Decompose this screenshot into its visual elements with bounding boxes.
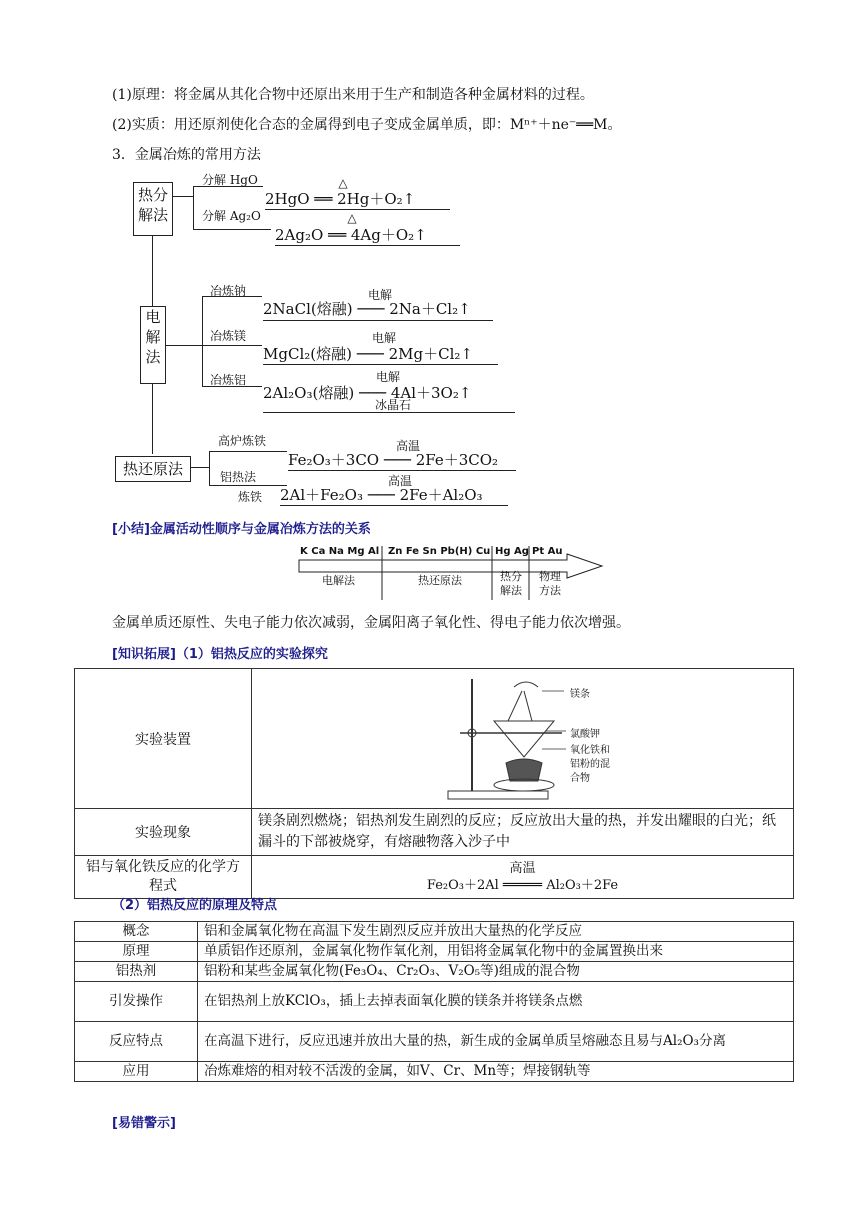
reaction-condition: 冰晶石 <box>374 398 411 412</box>
method-electrolysis <box>140 306 166 384</box>
reaction-label: 冶炼镁 <box>210 329 247 343</box>
method-name: 物理方法 <box>539 570 561 597</box>
metal-group: K Ca Na Mg Al <box>300 546 380 557</box>
table-cell-label: 铝与氧化铁反应的化学方程式 <box>75 856 252 899</box>
method-label: 法 <box>145 348 161 366</box>
table-row <box>75 1062 794 1082</box>
connector <box>152 384 153 454</box>
apparatus-cell <box>252 669 794 809</box>
reaction-condition: 电解 <box>367 288 392 302</box>
experiment-table <box>74 668 794 899</box>
table-cell-label: 引发操作 <box>75 982 198 1022</box>
table-row <box>75 922 794 942</box>
reaction-equation: 2NaCl(熔融) ─── 2Na＋Cl₂↑ <box>263 300 471 318</box>
section-heading-methods: 3．金属冶炼的常用方法 <box>112 147 261 163</box>
table-cell-text: 在高温下进行，反应迅速并放出大量的热，新生成的金属单质呈熔融态且易与Al₂O₃分离 <box>198 1022 794 1062</box>
reaction-condition: △ <box>338 176 348 190</box>
method-thermal-reduction: 热还原法 <box>115 456 191 482</box>
table-cell-label: 反应特点 <box>75 1022 198 1062</box>
metal-group: Zn Fe Sn Pb(H) Cu <box>388 546 491 557</box>
table-row <box>75 982 794 1022</box>
reaction-label: 冶炼钠 <box>210 284 247 298</box>
table-row <box>75 809 794 856</box>
equation-condition: 高温 <box>509 861 536 876</box>
table-row <box>75 962 794 982</box>
reaction-label: 分解 HgO <box>202 173 258 187</box>
reaction-condition: 电解 <box>371 331 396 345</box>
metal-group: Hg Ag <box>495 546 529 557</box>
reaction-label: 铝热法 <box>220 470 257 484</box>
reaction-equation: 2Al₂O₃(熔融) ─── 4Al＋3O₂↑ <box>263 384 472 402</box>
apparatus-label: 氯酸钾 <box>570 729 600 740</box>
equation-text: Fe₂O₃＋2Al ═════ Al₂O₃＋2Fe <box>426 878 619 893</box>
table-cell-text: 冶炼难熔的相对较不活泼的金属，如V、Cr、Mn等；焊接钢轨等 <box>198 1062 794 1082</box>
table-cell-label: 应用 <box>75 1062 198 1082</box>
method-name: 热还原法 <box>418 574 462 587</box>
reaction-condition: △ <box>347 211 357 225</box>
table-cell-label: 原理 <box>75 942 198 962</box>
method-thermal-decomposition <box>133 182 173 236</box>
reaction-condition: 高温 <box>387 474 412 488</box>
method-name: 热分解法 <box>500 570 522 597</box>
table-cell-label: 实验装置 <box>75 669 252 809</box>
essence-paragraph: (2)实质：用还原剂使化合态的金属得到电子变成金属单质，即：Mⁿ⁺＋ne⁻══M。 <box>112 117 622 133</box>
summary-heading: [小结]金属活动性顺序与金属冶炼方法的关系 <box>112 522 371 537</box>
extension-heading: [知识拓展]（1）铝热反应的实验探究 <box>112 647 328 662</box>
table-row <box>75 942 794 962</box>
reaction-equation: 2Ag₂O ══ 4Ag＋O₂↑ <box>275 226 427 244</box>
reaction-label: 炼铁 <box>238 490 263 504</box>
principle-table <box>74 921 794 1082</box>
reaction-label: 冶炼铝 <box>210 373 247 387</box>
table-cell-text: 在铝热剂上放KClO₃，插上去掉表面氧化膜的镁条并将镁条点燃 <box>198 982 794 1022</box>
table-cell-label: 实验现象 <box>75 809 252 856</box>
reaction-equation: MgCl₂(熔融) ─── 2Mg＋Cl₂↑ <box>263 345 473 363</box>
apparatus-label: 合物 <box>570 773 590 784</box>
method-name: 电解法 <box>322 574 355 587</box>
table-cell-text: 镁条剧烈燃烧；铝热剂发生剧烈的反应；反应放出大量的热，并发出耀眼的白光；纸漏斗的下部被烧穿，有熔融物落入沙子中 <box>252 809 794 856</box>
reaction-label: 分解 Ag₂O <box>202 209 261 223</box>
reaction-condition: 高温 <box>395 439 420 453</box>
table-cell-label: 概念 <box>75 922 198 942</box>
table-cell-text: 铝粉和某些金属氧化物(Fe₃O₄、Cr₂O₃、V₂O₅等)组成的混合物 <box>198 962 794 982</box>
table-cell-text: 铝和金属氧化物在高温下发生剧烈反应并放出大量热的化学反应 <box>198 922 794 942</box>
table-row <box>75 1022 794 1062</box>
table-row <box>75 856 794 899</box>
method-label: 电 <box>145 308 161 326</box>
apparatus-label: 铝粉的混 <box>570 759 610 770</box>
table-cell-text: 单质铝作还原剂，金属氧化物作氧化剂，用铝将金属氧化物中的金属置换出来 <box>198 942 794 962</box>
thermite-apparatus-illustration <box>442 673 662 805</box>
principle-heading: （2）铝热反应的原理及特点 <box>112 898 278 913</box>
reaction-equation: 2HgO ══ 2Hg＋O₂↑ <box>265 190 416 208</box>
apparatus-label: 镁条 <box>570 689 590 700</box>
method-label: 解法 <box>137 206 168 224</box>
table-cell-label: 铝热剂 <box>75 962 198 982</box>
table-row <box>75 669 794 809</box>
connector <box>152 232 153 306</box>
principle-paragraph: (1)原理：将金属从其化合物中还原出来用于生产和制造各种金属材料的过程。 <box>112 87 594 103</box>
reaction-label: 高炉炼铁 <box>218 434 267 448</box>
warning-heading: [易错警示] <box>112 1116 176 1131</box>
equation-cell <box>252 856 794 899</box>
metal-group: Pt Au <box>532 546 563 557</box>
apparatus-label: 氧化铁和 <box>570 745 610 756</box>
summary-conclusion: 金属单质还原性、失电子能力依次减弱，金属阳离子氧化性、得电子能力依次增强。 <box>112 615 630 631</box>
reaction-condition: 电解 <box>375 370 400 384</box>
method-label: 热分 <box>137 186 168 204</box>
method-label: 解 <box>145 328 161 346</box>
reaction-equation: Fe₂O₃＋3CO ─── 2Fe＋3CO₂ <box>288 451 499 469</box>
reaction-equation: 2Al＋Fe₂O₃ ─── 2Fe＋Al₂O₃ <box>280 486 483 504</box>
